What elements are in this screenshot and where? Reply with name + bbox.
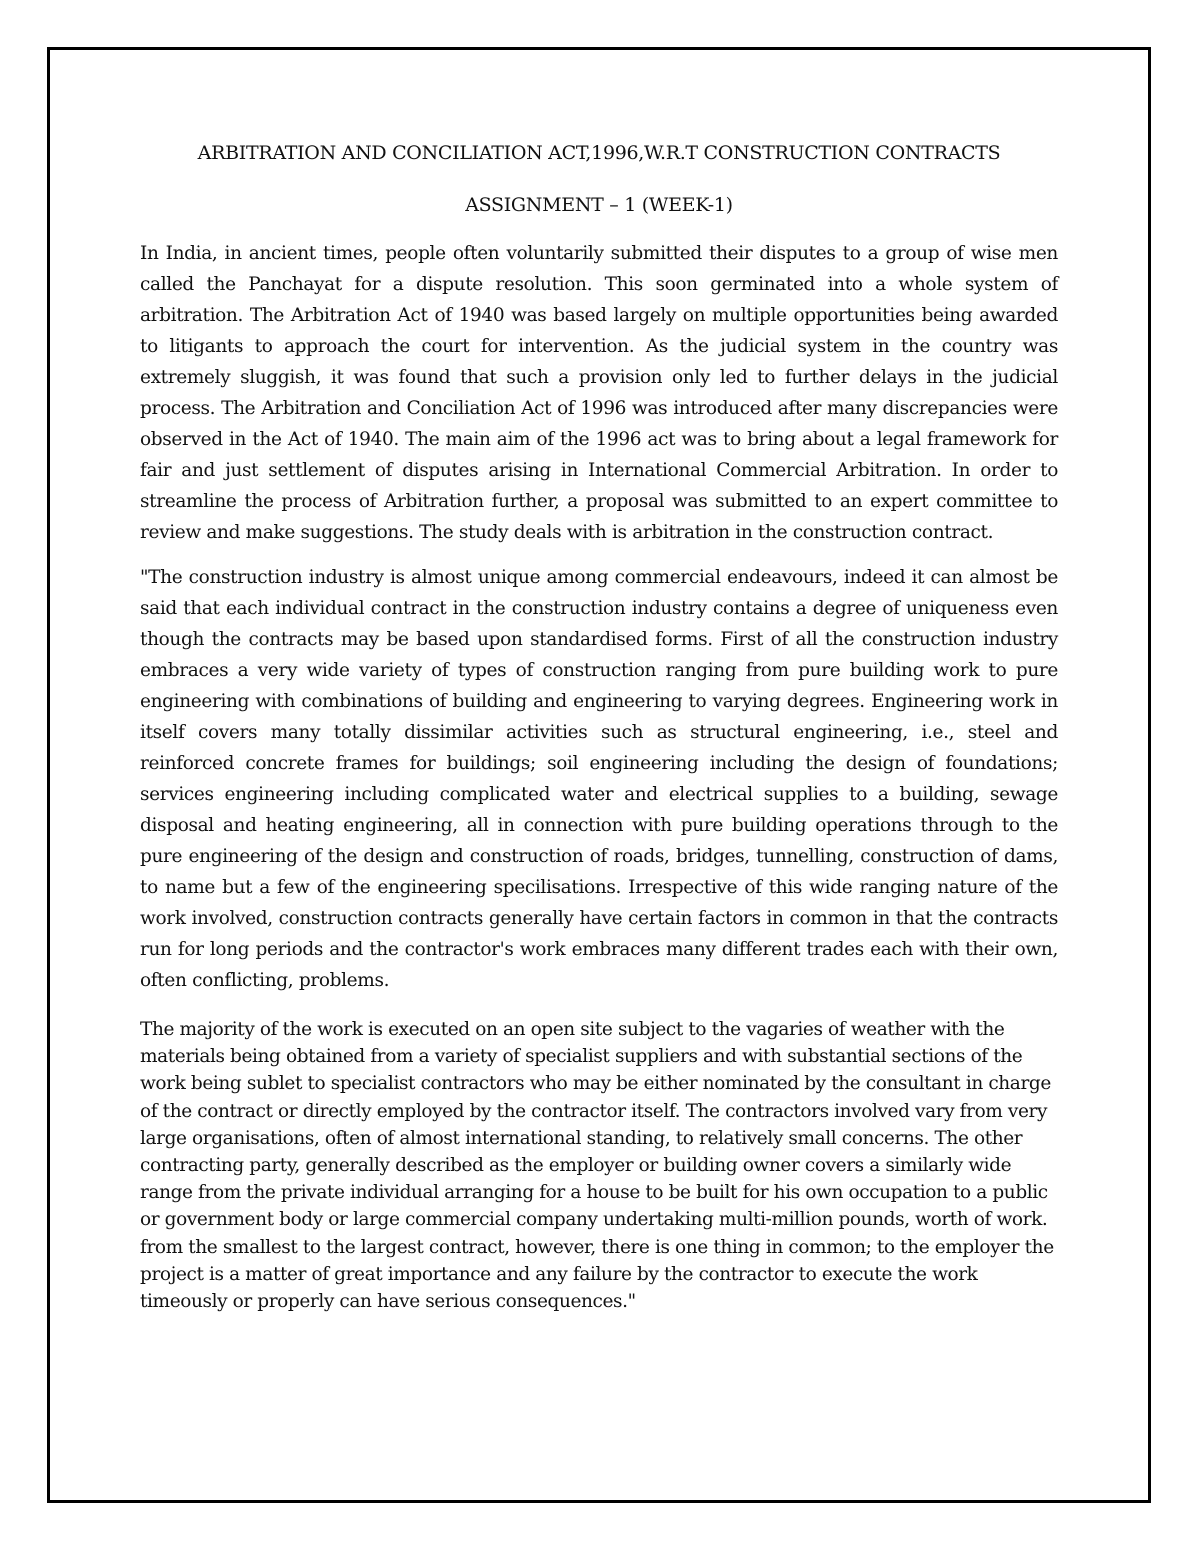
paragraph-quote-work: The majority of the work is executed on an open site subject to the vagaries of weather with the materials being obtained from a variety of specialist suppliers and with substantial sections of the work being sublet to specialist contractors who may be either nominated by the consultant in charge of the contract or directly employed by the contractor itself. The contractors involved vary from very large organisations, often of almost international standing, to relatively small concerns. The other contracting party, generally described as the employer or building owner covers a similarly wide range from the private individual arranging for a house to be built for his own occupation to a public or government body or large commercial company undertaking multi-million pounds, worth of work. from the smallest to the largest contract, however, there is one thing in common; to the employer the project is a matter of great importance and any failure by the contractor to execute the work timeously or properly can have serious consequences." xyxy=(140,1019,1054,1313)
document-subtitle: ASSIGNMENT – 1 (WEEK-1) xyxy=(465,194,733,216)
document-title: ARBITRATION AND CONCILIATION ACT,1996,W.R.T CONSTRUCTION CONTRACTS xyxy=(197,142,1001,164)
paragraph-quote-industry: "The construction industry is almost unique among commercial endeavours, indeed it can almost be said that each individual contract in the construction industry contains a degree of uniqueness even though the contracts may be based upon standardised forms. First of all the construction industry embraces a very wide variety of types of construction ranging from pure building work to pure engineering with combinations of building and engineering to varying degrees. Engineering work in itself covers many totally dissimilar activities such as structural engineering, i.e., steel and reinforced concrete frames for buildings; soil engineering including the design of foundations; services engineering including complicated water and electrical supplies to a building, sewage disposal and heating engineering, all in connection with pure building operations through to the pure engineering of the design and construction of roads, bridges, tunnelling, construction of dams, to name but a few of the engineering specilisations. Irrespective of this wide ranging nature of the work involved, construction contracts generally have certain factors in common in that the contracts run for long periods and the contractor's work embraces many different trades each with their own, often conflicting, problems. xyxy=(140,567,1058,991)
paragraph-history: In India, in ancient times, people often voluntarily submitted their disputes to a group of wise men called the Panchayat for a dispute resolution. This soon germinated into a whole system of arbitration. The Arbitration Act of 1940 was based largely on multiple opportunities being awarded to litigants to approach the court for intervention. As the judicial system in the country was extremely sluggish, it was found that such a provision only led to further delays in the judicial process. The Arbitration and Conciliation Act of 1996 was introduced after many discrepancies were observed in the Act of 1940. The main aim of the 1996 act was to bring about a legal framework for fair and just settlement of disputes arising in International Commercial Arbitration. In order to streamline the process of Arbitration further, a proposal was submitted to an expert committee to review and make suggestions. The study deals with is arbitration in the construction contract. xyxy=(140,243,1058,543)
document-body xyxy=(140,140,1058,1329)
